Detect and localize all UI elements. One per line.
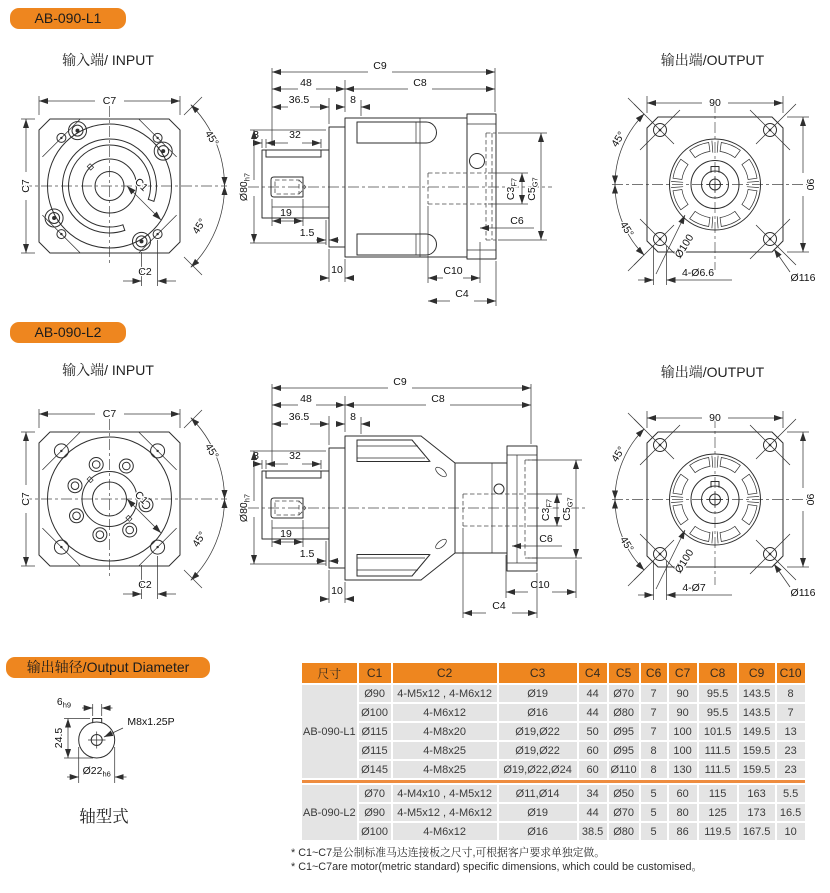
input-label-l1: 输入端/ INPUT	[62, 52, 154, 68]
spec-cell: 60	[579, 742, 607, 759]
model-cell: AB-090-L2	[302, 785, 357, 840]
dim-label: $Ø80_{h7}$	[238, 172, 252, 202]
table-row	[302, 723, 805, 740]
spec-cell: Ø16	[499, 704, 577, 721]
spec-cell: 86	[669, 823, 697, 840]
spec-cell: 8	[777, 685, 805, 702]
col-header: C10	[777, 663, 805, 683]
dim-label: C2	[138, 266, 152, 278]
spec-cell: Ø145	[359, 761, 391, 778]
col-header: C9	[739, 663, 775, 683]
spec-cell: 95.5	[699, 685, 737, 702]
spec-cell: 143.5	[739, 704, 775, 721]
col-header: C1	[359, 663, 391, 683]
dim-label: C1	[132, 488, 151, 507]
dim-label: C7	[20, 179, 32, 193]
spec-cell: 34	[579, 785, 607, 802]
spec-cell: 111.5	[699, 761, 737, 778]
col-header: C5	[609, 663, 639, 683]
dim-label: 19	[280, 528, 292, 540]
col-header: C7	[669, 663, 697, 683]
spec-cell: 8	[641, 761, 667, 778]
spec-cell: Ø80	[609, 704, 639, 721]
spec-cell: Ø19,Ø22	[499, 723, 577, 740]
spec-cell: Ø19	[499, 804, 577, 821]
dim-label: $Ø22_{h6}$	[82, 765, 111, 779]
l2-input-view-drawing	[15, 393, 240, 638]
dim-label: C9	[373, 60, 387, 72]
dim-label: C7	[102, 95, 117, 107]
spec-cell: Ø70	[609, 685, 639, 702]
spec-cell: 100	[669, 742, 697, 759]
spec-cell: Ø11,Ø14	[499, 785, 577, 802]
dimensions	[238, 60, 547, 306]
spec-cell: Ø70	[609, 804, 639, 821]
dim-label: M8x1.25P	[127, 716, 175, 728]
table-row	[302, 785, 805, 802]
spec-cell: 4-M5x12 , 4-M6x12	[393, 804, 497, 821]
spec-cell: 90	[669, 704, 697, 721]
l1-input-view-drawing	[15, 80, 240, 325]
dim-label: 1.5	[299, 227, 315, 239]
dim-label: 45°	[617, 534, 636, 555]
dim-label: 8	[350, 411, 356, 423]
spec-cell: 119.5	[699, 823, 737, 840]
dim-label: $C3_{F7}$	[540, 498, 554, 522]
spec-cell: 5	[641, 785, 667, 802]
table-row	[302, 704, 805, 721]
l2-output-view-drawing	[590, 393, 828, 633]
spec-cell: 4-M6x12	[393, 704, 497, 721]
input-label-l2: 输入端/ INPUT	[62, 362, 154, 378]
spec-cell: Ø50	[609, 785, 639, 802]
dim-label: C8	[413, 77, 427, 89]
shaft-section-drawing	[20, 685, 240, 805]
spec-cell: 4-M6x12	[393, 823, 497, 840]
dim-label: 90	[709, 97, 721, 109]
dim-label: C8	[431, 393, 445, 405]
spec-cell: Ø19,Ø22,Ø24	[499, 761, 577, 778]
output-label-l1: 输出端/OUTPUT	[660, 52, 765, 68]
col-header: C6	[641, 663, 667, 683]
spec-cell: 5	[641, 823, 667, 840]
dim-label: 48	[300, 393, 312, 405]
spec-cell: 95.5	[699, 704, 737, 721]
spec-cell: 44	[579, 804, 607, 821]
table-row	[302, 742, 805, 759]
table-row	[302, 761, 805, 778]
l1-side-view-drawing	[240, 50, 570, 315]
shaft-type-caption: 轴型式	[79, 808, 129, 826]
spec-cell: 4-M8x25	[393, 742, 497, 759]
table-row	[302, 804, 805, 821]
col-header: C8	[699, 663, 737, 683]
spec-cell: Ø19,Ø22	[499, 742, 577, 759]
dim-label: 36.5	[288, 411, 310, 423]
dim-label: 4-Ø6.6	[681, 267, 715, 279]
dim-label: $C5_{G7}$	[526, 177, 540, 201]
shaft-section-tag: 输出轴径/Output Diameter	[6, 657, 210, 678]
dim-label: $Ø80_{h7}$	[238, 493, 252, 523]
spec-cell: 4-M8x25	[393, 761, 497, 778]
spec-cell: 90	[669, 685, 697, 702]
geometry	[612, 102, 812, 270]
dim-label: C9	[393, 376, 407, 388]
col-header: C4	[579, 663, 607, 683]
dim-label: 3	[253, 450, 259, 462]
dimensions	[20, 95, 225, 286]
dim-label: 32	[289, 129, 301, 141]
spec-cell: 23	[777, 761, 805, 778]
col-header: C2	[393, 663, 497, 683]
spec-cell: Ø80	[609, 823, 639, 840]
table-row	[302, 685, 805, 702]
spec-cell: Ø70	[359, 785, 391, 802]
spec-cell: 50	[579, 723, 607, 740]
spec-cell: Ø100	[359, 823, 391, 840]
table-header-row	[302, 663, 805, 683]
dim-label: $C3_{F7}$	[505, 177, 519, 201]
spec-cell: 4-M4x10 , 4-M5x12	[393, 785, 497, 802]
dimensions	[238, 376, 582, 618]
dim-label: C4	[492, 600, 506, 612]
spec-cell: 10	[777, 823, 805, 840]
spec-cell: 7	[641, 704, 667, 721]
spec-cell: 125	[699, 804, 737, 821]
group-divider	[302, 780, 805, 783]
spec-cell: Ø115	[359, 742, 391, 759]
model-tag-l1: AB-090-L1	[10, 8, 126, 29]
spec-cell: 23	[777, 742, 805, 759]
table-row	[302, 823, 805, 840]
spec-cell: 130	[669, 761, 697, 778]
spec-cell: Ø95	[609, 723, 639, 740]
spec-cell: 44	[579, 685, 607, 702]
dim-label: C6	[510, 215, 524, 227]
dim-label: Ø100	[672, 547, 697, 576]
spec-cell: 4-M5x12 , 4-M6x12	[393, 685, 497, 702]
dim-label: C2	[138, 579, 152, 591]
geometry	[612, 417, 812, 585]
dim-label: 90	[804, 493, 816, 506]
spec-cell: Ø95	[609, 742, 639, 759]
dim-label: C10	[443, 265, 463, 277]
spec-table-section	[300, 661, 807, 842]
spec-cell: 8	[641, 742, 667, 759]
dim-label: C10	[530, 579, 550, 591]
spec-cell: 167.5	[739, 823, 775, 840]
spec-cell: 60	[669, 785, 697, 802]
col-header: C3	[499, 663, 577, 683]
spec-table	[300, 661, 807, 842]
dim-label: 45°	[202, 128, 221, 149]
spec-cell: 173	[739, 804, 775, 821]
dim-label: C1	[132, 175, 151, 194]
dim-label: $C5_{G7}$	[561, 497, 575, 521]
spec-cell: 13	[777, 723, 805, 740]
dim-label: 48	[300, 77, 312, 89]
model-tag-l2: AB-090-L2	[10, 322, 126, 343]
dimensions	[20, 408, 225, 599]
dim-label: C6	[539, 533, 553, 545]
spec-cell: Ø115	[359, 723, 391, 740]
spec-cell: Ø16	[499, 823, 577, 840]
dim-label: 45°	[190, 529, 209, 550]
dim-label: 36.5	[288, 94, 310, 106]
spec-cell: 7	[641, 685, 667, 702]
spec-cell: Ø90	[359, 804, 391, 821]
spec-cell: Ø110	[609, 761, 639, 778]
dimensions	[609, 411, 816, 600]
model-cell: AB-090-L1	[302, 685, 357, 778]
geometry	[21, 419, 227, 579]
dimensions	[609, 96, 816, 285]
l2-side-view-drawing	[240, 368, 600, 628]
dimensions	[53, 696, 175, 783]
geometry	[79, 719, 115, 759]
footnote-en: * C1~C7are motor(metric standard) specific dimensions, which could be customised。	[291, 861, 703, 873]
spec-cell: 38.5	[579, 823, 607, 840]
spec-cell: 7	[641, 723, 667, 740]
dim-label: 24.5	[53, 727, 65, 749]
dim-label: 45°	[617, 219, 636, 240]
output-label-l2: 输出端/OUTPUT	[660, 364, 765, 380]
spec-cell: 100	[669, 723, 697, 740]
dim-label: C7	[20, 492, 32, 506]
dim-label: C7	[102, 408, 117, 420]
spec-cell: Ø90	[359, 685, 391, 702]
dim-label: 8	[350, 94, 356, 106]
spec-cell: 5.5	[777, 785, 805, 802]
spec-cell: Ø100	[359, 704, 391, 721]
spec-cell: Ø19	[499, 685, 577, 702]
spec-cell: 80	[669, 804, 697, 821]
dim-label: 90	[804, 178, 816, 191]
dim-label: 45°	[190, 216, 209, 237]
spec-cell: 44	[579, 704, 607, 721]
spec-cell: 149.5	[739, 723, 775, 740]
spec-cell: 115	[699, 785, 737, 802]
col-header: 尺寸	[302, 663, 357, 683]
spec-cell: 111.5	[699, 742, 737, 759]
geometry	[21, 106, 227, 266]
dim-label: 32	[289, 450, 301, 462]
dim-label: C4	[455, 288, 469, 300]
spec-cell: 16.5	[777, 804, 805, 821]
dim-label: 45°	[202, 441, 221, 462]
spec-cell: 159.5	[739, 742, 775, 759]
dim-label: Ø100	[672, 232, 697, 261]
footnote-cn: * C1~C7是公制标准马达连接板之尺寸,可根据客户要求单独定做。	[291, 847, 606, 859]
dim-label: Ø116	[790, 587, 816, 599]
dim-label: 90	[709, 412, 721, 424]
dim-label: 1.5	[299, 548, 315, 560]
spec-cell: 60	[579, 761, 607, 778]
dim-label: 4-Ø7	[682, 582, 706, 594]
dim-label: 10	[331, 585, 343, 597]
dim-label: $6_{h9}$	[56, 696, 72, 710]
dim-label: 10	[331, 264, 343, 276]
spec-cell: 159.5	[739, 761, 775, 778]
dim-label: 45°	[609, 444, 628, 465]
dim-label: 3	[253, 129, 259, 141]
spec-cell: 143.5	[739, 685, 775, 702]
spec-cell: 163	[739, 785, 775, 802]
dim-label: 19	[280, 207, 292, 219]
spec-cell: 4-M8x20	[393, 723, 497, 740]
dim-label: 45°	[609, 129, 628, 150]
l1-output-view-drawing	[590, 78, 828, 318]
spec-cell: 5	[641, 804, 667, 821]
spec-cell: 7	[777, 704, 805, 721]
spec-cell: 101.5	[699, 723, 737, 740]
dim-label: Ø116	[790, 272, 816, 284]
